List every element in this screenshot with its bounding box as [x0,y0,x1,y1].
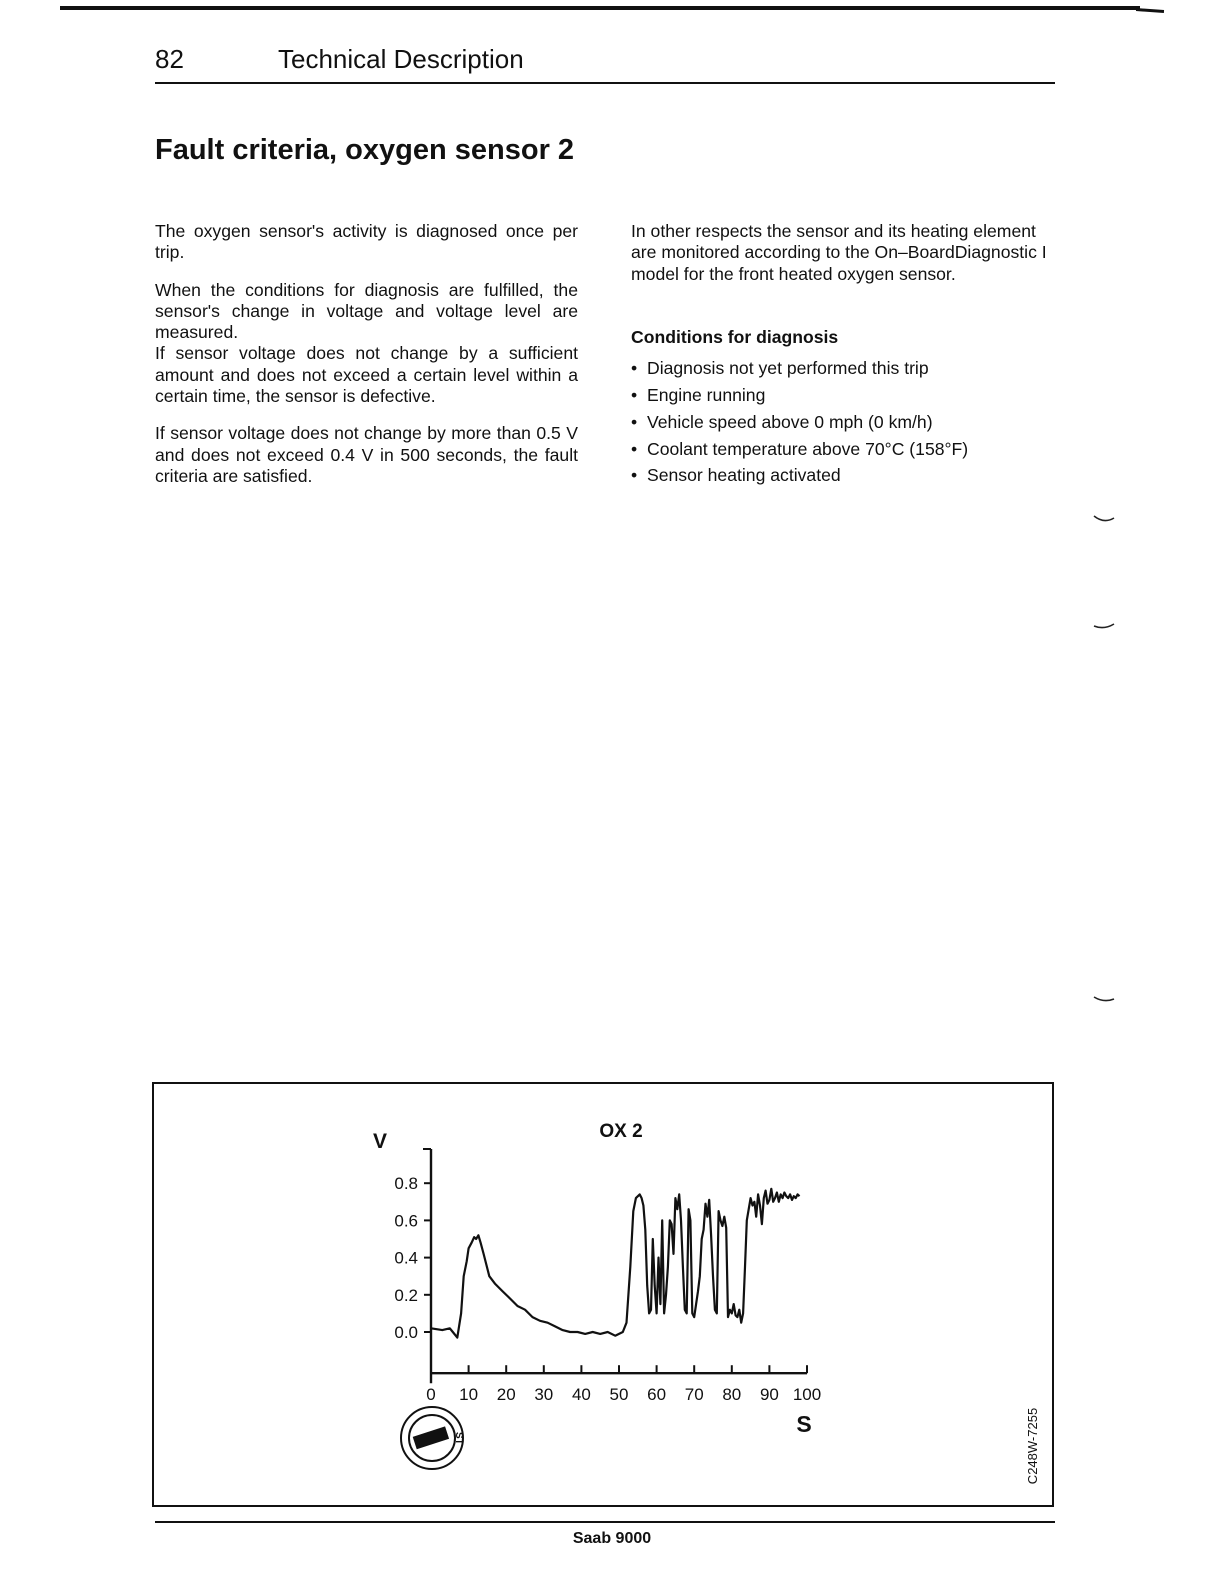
y-tick-label: 0.6 [394,1211,418,1231]
x-tick-label: 50 [609,1385,629,1405]
binding-mark [1092,620,1116,634]
x-axis-label: S [796,1411,812,1437]
y-tick-label: 0.2 [394,1285,418,1305]
x-tick-label: 60 [647,1385,667,1405]
page-header [155,44,1055,80]
list-item: • Sensor heating activated [631,465,1061,486]
y-axis-label: V [372,1130,388,1153]
paragraph-defective: If sensor voltage does not change by a sufficient amount and does not exceed a certain level within a certain time, the sensor is defective. [155,343,578,407]
paragraph-fault-criteria: If sensor voltage does not change by more than 0.5 V and does not exceed 0.4 V in 500 seconds, the fault criteria are satisfied. [155,423,578,486]
y-tick-label: 0.0 [394,1323,418,1342]
list-item: • Vehicle speed above 0 mph (0 km/h) [631,412,1061,433]
x-tick-label: 20 [496,1385,516,1405]
paragraph-conditions: When the conditions for diagnosis are fulfilled, the sensor's change in voltage and voltage level are measured. [155,279,578,343]
chart-title: OX 2 [599,1121,643,1142]
x-tick-label: 0 [426,1385,436,1405]
x-tick-label: 80 [722,1385,742,1405]
x-tick-label: 40 [571,1385,591,1405]
conditions-heading: Conditions for diagnosis [631,326,839,347]
top-rule [60,6,1140,10]
chart-plot-area [394,1149,821,1404]
binding-mark [1092,993,1116,1007]
left-column [155,221,578,503]
list-item: • Diagnosis not yet performed this trip [631,358,1061,379]
ignition-key-icon [401,1407,464,1469]
conditions-list [631,358,1061,486]
figure-frame [152,1082,1054,1507]
footer-rule [155,1521,1055,1523]
series-line-ox2 [431,1189,800,1338]
binding-mark [1092,512,1116,526]
y-tick-label: 0.8 [394,1174,418,1194]
footer-model: Saab 9000 [572,1530,652,1547]
list-item: • Coolant temperature above 70°C (158°F) [631,439,1061,460]
header-rule [155,82,1055,84]
ignition-label: ST [453,1432,464,1445]
section-title: Technical Description [278,44,524,74]
x-tick-label: 30 [534,1385,554,1405]
x-tick-label: 100 [792,1385,822,1405]
paragraph-diagnosis-frequency: The oxygen sensor's activity is diagnosed once per trip. [155,221,578,263]
top-rule-tail [1136,8,1164,13]
y-tick-label: 0.4 [394,1248,418,1268]
page-number: 82 [155,44,184,74]
list-item: • Engine running [631,385,1061,406]
right-column [631,221,1061,492]
page-heading: Fault criteria, oxygen sensor 2 [155,134,575,166]
x-tick-label: 70 [684,1385,704,1405]
ox2-chart [154,1084,1052,1505]
x-tick-label: 10 [459,1385,479,1405]
x-tick-label: 90 [759,1385,779,1405]
figure-code: C248W-7255 [1025,1407,1040,1485]
paragraph-monitoring: In other respects the sensor and its heating element are monitored according to the On–BoardDiagnostic I model for the front heated oxygen sensor. [631,221,1047,284]
